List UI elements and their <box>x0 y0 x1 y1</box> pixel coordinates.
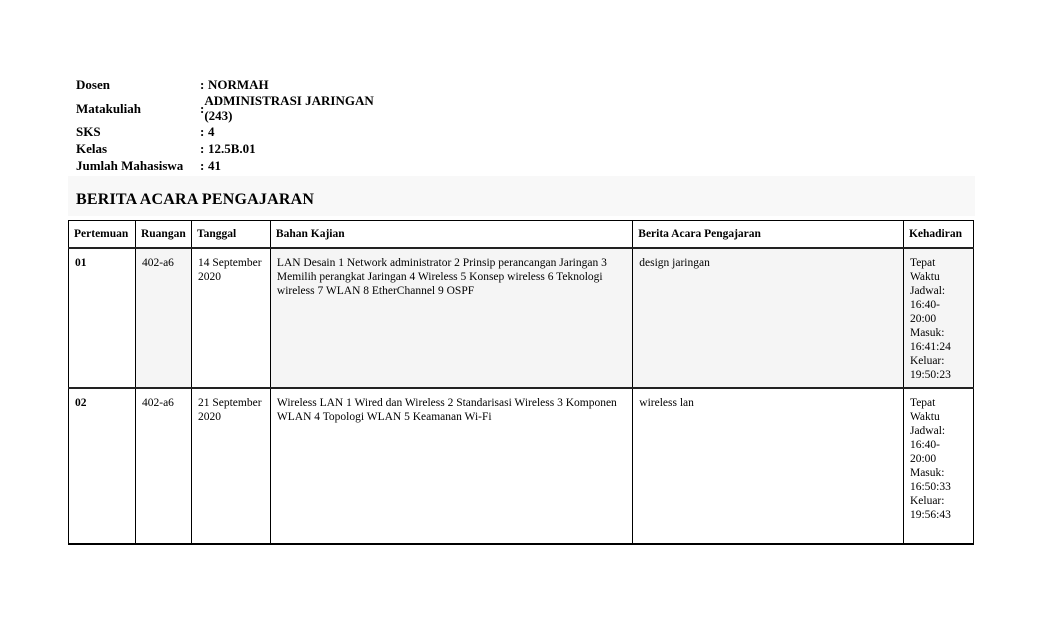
jumlah-row <box>76 157 374 174</box>
colon: : <box>200 124 205 139</box>
cell-ruangan: 402-a6 <box>135 248 191 388</box>
colon: : <box>200 141 205 156</box>
kehadiran-line: 16:41:24 <box>909 341 951 353</box>
colon: : <box>200 77 205 92</box>
dosen-label: Dosen <box>76 77 110 92</box>
kehadiran-line: Masuk: <box>909 327 945 339</box>
table-header-row <box>69 221 974 249</box>
colon: : <box>200 158 205 173</box>
kehadiran-line: 20:00 <box>909 313 937 325</box>
cell-berita-acara: wireless lan <box>633 388 904 544</box>
col-header-bahan-kajian: Bahan Kajian <box>270 221 632 249</box>
kehadiran-line: Waktu <box>909 411 940 423</box>
jumlah-label: Jumlah Mahasiswa <box>76 158 184 173</box>
kehadiran-line: Keluar: <box>909 495 945 507</box>
cell-kehadiran <box>903 248 973 388</box>
sks-row <box>76 123 374 140</box>
matakuliah-value-line1: ADMINISTRASI JARINGAN <box>204 93 374 108</box>
table-row <box>69 248 974 388</box>
page-title: BERITA ACARA PENGAJARAN <box>76 191 315 208</box>
dosen-value: NORMAH <box>208 77 269 92</box>
kehadiran-line: Tepat <box>909 257 936 269</box>
table-row <box>69 388 974 544</box>
kehadiran-line: 16:50:33 <box>909 481 951 493</box>
col-header-pertemuan: Pertemuan <box>69 221 136 249</box>
cell-berita-acara: design jaringan <box>633 248 904 388</box>
matakuliah-label: Matakuliah <box>76 100 142 116</box>
kehadiran-line: 19:56:43 <box>909 509 951 521</box>
cell-kehadiran <box>903 388 973 544</box>
matakuliah-row <box>76 93 374 123</box>
kehadiran-line: 16:40- <box>909 299 940 311</box>
jumlah-value: 41 <box>208 158 221 173</box>
kehadiran-line: Waktu <box>909 271 940 283</box>
sks-label: SKS <box>76 124 101 139</box>
cell-pertemuan: 01 <box>69 248 136 388</box>
cell-tanggal: 21 September 2020 <box>191 388 270 544</box>
kehadiran-line: 20:00 <box>909 453 937 465</box>
kelas-label: Kelas <box>76 141 108 156</box>
kehadiran-line: Tepat <box>909 397 936 409</box>
cell-tanggal: 14 September 2020 <box>191 248 270 388</box>
colon: : <box>200 100 205 116</box>
kelas-value: 12.5B.01 <box>208 141 256 156</box>
kehadiran-line: 19:50:23 <box>909 369 951 381</box>
cell-pertemuan: 02 <box>69 388 136 544</box>
sks-value: 4 <box>208 124 215 139</box>
col-header-ruangan: Ruangan <box>135 221 191 249</box>
kehadiran-line: 16:40- <box>909 439 940 451</box>
kelas-row <box>76 140 374 157</box>
cell-ruangan: 402-a6 <box>135 388 191 544</box>
kehadiran-line: Masuk: <box>909 467 945 479</box>
kehadiran-line: Keluar: <box>909 355 945 367</box>
col-header-berita-acara: Berita Acara Pengajaran <box>633 221 904 249</box>
kehadiran-line: Jadwal: <box>909 425 946 437</box>
col-header-tanggal: Tanggal <box>191 221 270 249</box>
berita-acara-table <box>68 220 974 545</box>
matakuliah-value-line2: (243) <box>204 108 233 123</box>
kehadiran-line: Jadwal: <box>909 285 946 297</box>
col-header-kehadiran: Kehadiran <box>903 221 973 249</box>
course-info <box>76 76 374 174</box>
dosen-row <box>76 76 374 93</box>
cell-bahan-kajian: LAN Desain 1 Network administrator 2 Prinsip perancangan Jaringan 3 Memilih perangkat Jaringan 4 Wireless 5 Konsep wireless 6 Teknologi wireless 7 WLAN 8 EtherChannel 9 OSPF <box>270 248 632 388</box>
cell-bahan-kajian: Wireless LAN 1 Wired dan Wireless 2 Standarisasi Wireless 3 Komponen WLAN 4 Topologi WLAN 5 Keamanan Wi-Fi <box>270 388 632 544</box>
